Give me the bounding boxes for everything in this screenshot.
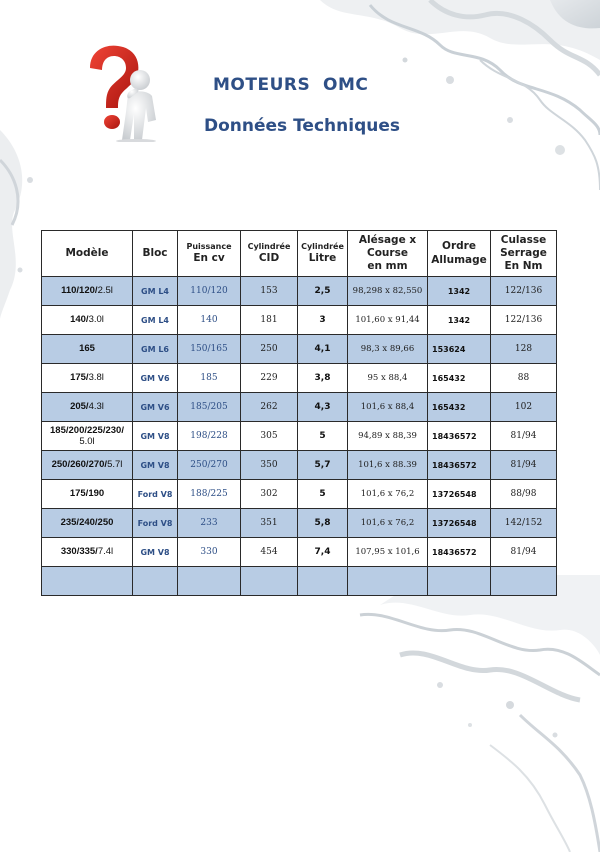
table-row (42, 538, 557, 567)
page-title: MOTEURS OMC (213, 75, 369, 95)
cell-torque: 128 (491, 335, 557, 364)
cell-litre: 3 (298, 306, 348, 335)
empty-cell (298, 567, 348, 596)
cell-bore-stroke: 94,89 x 88,39 (348, 422, 428, 451)
empty-cell (348, 567, 428, 596)
cell-model: 205/4.3l (42, 393, 133, 422)
cell-bloc: Ford V8 (133, 509, 178, 538)
header-puissance: Puissance En cv (178, 231, 241, 277)
cell-model: 175/3.8l (42, 364, 133, 393)
cell-firing-order: 18436572 (428, 451, 491, 480)
empty-cell (428, 567, 491, 596)
cell-bore-stroke: 98,298 x 82,550 (348, 277, 428, 306)
cell-power: 110/120 (178, 277, 241, 306)
table-row (42, 422, 557, 451)
cell-torque: 88/98 (491, 480, 557, 509)
cell-bloc: GM V8 (133, 422, 178, 451)
empty-cell (178, 567, 241, 596)
cell-bore-stroke: 101,6 x 76,2 (348, 480, 428, 509)
cell-cid: 181 (241, 306, 298, 335)
cell-cid: 302 (241, 480, 298, 509)
cell-litre: 5,7 (298, 451, 348, 480)
cell-torque: 81/94 (491, 538, 557, 567)
header-cylindree-cid: Cylindrée CID (241, 231, 298, 277)
table-header-row (42, 231, 557, 277)
cell-bloc: Ford V8 (133, 480, 178, 509)
cell-bloc: GM V8 (133, 451, 178, 480)
cell-bloc: GM V6 (133, 393, 178, 422)
cell-power: 330 (178, 538, 241, 567)
cell-torque: 122/136 (491, 277, 557, 306)
question-mark-figure-icon (76, 42, 166, 142)
cell-cid: 229 (241, 364, 298, 393)
table-row (42, 451, 557, 480)
cell-model: 140/3.0l (42, 306, 133, 335)
cell-power: 233 (178, 509, 241, 538)
cell-cid: 262 (241, 393, 298, 422)
table-row (42, 335, 557, 364)
header-bloc: Bloc (133, 231, 178, 277)
cell-litre: 7,4 (298, 538, 348, 567)
cell-cid: 153 (241, 277, 298, 306)
cell-torque: 142/152 (491, 509, 557, 538)
table-row (42, 509, 557, 538)
cell-bloc: GM L4 (133, 306, 178, 335)
cell-power: 150/165 (178, 335, 241, 364)
cell-power: 185 (178, 364, 241, 393)
empty-cell (42, 567, 133, 596)
cell-bore-stroke: 95 x 88,4 (348, 364, 428, 393)
cell-model: 165 (42, 335, 133, 364)
cell-cid: 305 (241, 422, 298, 451)
cell-model: 185/200/225/230/ 5.0l (42, 422, 133, 451)
cell-firing-order: 165432 (428, 393, 491, 422)
cell-litre: 2,5 (298, 277, 348, 306)
cell-torque: 102 (491, 393, 557, 422)
cell-firing-order: 165432 (428, 364, 491, 393)
cell-bore-stroke: 101,6 x 88.39 (348, 451, 428, 480)
cell-torque: 88 (491, 364, 557, 393)
cell-model: 175/190 (42, 480, 133, 509)
cell-power: 188/225 (178, 480, 241, 509)
table-row (42, 393, 557, 422)
cell-litre: 3,8 (298, 364, 348, 393)
cell-cid: 350 (241, 451, 298, 480)
cell-litre: 5 (298, 480, 348, 509)
cell-cid: 351 (241, 509, 298, 538)
table-row (42, 306, 557, 335)
empty-cell (241, 567, 298, 596)
cell-torque: 81/94 (491, 451, 557, 480)
table-row (42, 277, 557, 306)
cell-bloc: GM V8 (133, 538, 178, 567)
cell-power: 250/270 (178, 451, 241, 480)
cell-litre: 5,8 (298, 509, 348, 538)
cell-torque: 122/136 (491, 306, 557, 335)
cell-bore-stroke: 101,6 x 76,2 (348, 509, 428, 538)
cell-model: 235/240/250 (42, 509, 133, 538)
cell-cid: 454 (241, 538, 298, 567)
cell-bore-stroke: 98,3 x 89,66 (348, 335, 428, 364)
cell-litre: 4,3 (298, 393, 348, 422)
water-splash-top-right (250, 0, 600, 190)
cell-bore-stroke: 107,95 x 101,6 (348, 538, 428, 567)
empty-cell (491, 567, 557, 596)
cell-firing-order: 18436572 (428, 538, 491, 567)
header-ordre: Ordre Allumage (428, 231, 491, 277)
cell-model: 250/260/270/5.7l (42, 451, 133, 480)
header-model: Modèle (42, 231, 133, 277)
cell-firing-order: 153624 (428, 335, 491, 364)
cell-model: 330/335/7.4l (42, 538, 133, 567)
header-culasse: Culasse Serrage En Nm (491, 231, 557, 277)
engine-specs-table (41, 230, 557, 596)
page-subtitle: Données Techniques (204, 116, 400, 136)
cell-firing-order: 13726548 (428, 509, 491, 538)
header-cylindree-litre: Cylindrée Litre (298, 231, 348, 277)
cell-litre: 5 (298, 422, 348, 451)
cell-power: 198/228 (178, 422, 241, 451)
header-alesage: Alésage x Course en mm (348, 231, 428, 277)
cell-power: 140 (178, 306, 241, 335)
cell-bloc: GM L4 (133, 277, 178, 306)
cell-cid: 250 (241, 335, 298, 364)
cell-firing-order: 1342 (428, 306, 491, 335)
water-splash-bottom-right (340, 575, 600, 852)
cell-bloc: GM L6 (133, 335, 178, 364)
cell-bore-stroke: 101,60 x 91,44 (348, 306, 428, 335)
cell-firing-order: 13726548 (428, 480, 491, 509)
table-row (42, 480, 557, 509)
cell-model: 110/120/2.5l (42, 277, 133, 306)
table-row (42, 364, 557, 393)
table-row-empty (42, 567, 557, 596)
cell-power: 185/205 (178, 393, 241, 422)
cell-bloc: GM V6 (133, 364, 178, 393)
cell-litre: 4,1 (298, 335, 348, 364)
empty-cell (133, 567, 178, 596)
cell-firing-order: 1342 (428, 277, 491, 306)
cell-bore-stroke: 101,6 x 88,4 (348, 393, 428, 422)
cell-firing-order: 18436572 (428, 422, 491, 451)
cell-torque: 81/94 (491, 422, 557, 451)
